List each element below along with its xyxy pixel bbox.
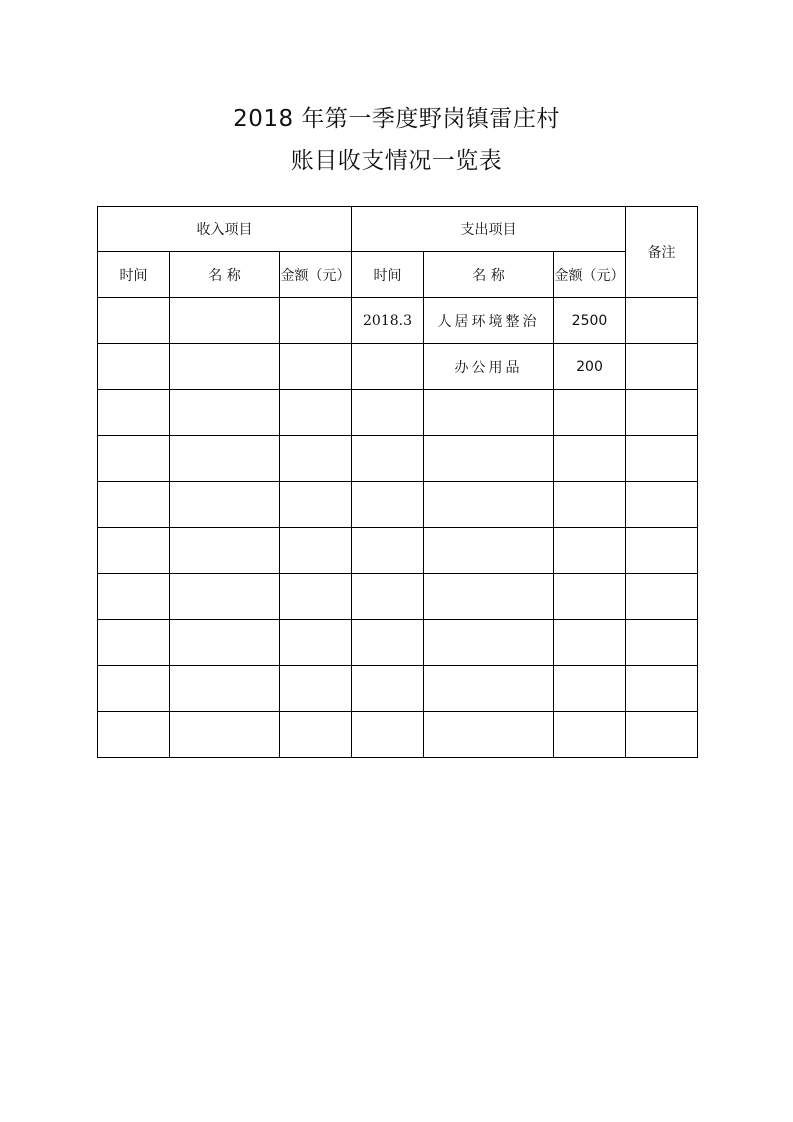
income-name-cell [170,666,280,712]
remark-cell [626,528,698,574]
income-time-cell [98,436,170,482]
expense-amount-header: 金额（元） [554,252,626,298]
remark-cell [626,482,698,528]
income-time-cell [98,390,170,436]
income-name-cell [170,620,280,666]
expense-time-cell [352,482,424,528]
expense-time-cell [352,528,424,574]
income-name-header: 名 称 [170,252,280,298]
income-amount-cell [280,712,352,758]
ledger-table [97,206,698,758]
expense-name-cell [424,712,554,758]
income-amount-cell [280,436,352,482]
income-time-cell [98,528,170,574]
income-name-cell [170,298,280,344]
remark-cell [626,390,698,436]
expense-name-cell [424,666,554,712]
remark-cell [626,344,698,390]
income-amount-cell [280,574,352,620]
expense-amount-cell [554,528,626,574]
table-row [98,436,698,482]
income-amount-header: 金额（元） [280,252,352,298]
income-time-header: 时间 [98,252,170,298]
income-amount-cell [280,482,352,528]
expense-time-cell [352,574,424,620]
remark-cell [626,666,698,712]
remark-cell [626,298,698,344]
expense-time-cell [352,390,424,436]
expense-name-cell [424,620,554,666]
table-row [98,344,698,390]
table-row [98,620,698,666]
table-row [98,390,698,436]
income-amount-cell [280,620,352,666]
table-row [98,666,698,712]
income-time-cell [98,482,170,528]
page-title-line-1: 2018 年第一季度野岗镇雷庄村 [233,106,560,132]
income-amount-cell [280,298,352,344]
income-name-cell [170,482,280,528]
income-time-cell [98,666,170,712]
expense-amount-cell [554,574,626,620]
expense-amount-cell [554,436,626,482]
table-row [98,712,698,758]
expense-name-cell [424,528,554,574]
expense-time-header: 时间 [352,252,424,298]
expense-amount-cell [554,666,626,712]
income-time-cell [98,712,170,758]
expense-name-cell [424,436,554,482]
expense-header: 支出项目 [352,207,626,252]
expense-amount-cell: 2500 [554,298,626,344]
page-title-line-2: 账目收支情况一览表 [290,148,503,174]
expense-time-cell: 2018.3 [352,298,424,344]
income-time-cell [98,298,170,344]
expense-time-cell [352,436,424,482]
income-time-cell [98,620,170,666]
expense-amount-cell [554,712,626,758]
expense-name-cell: 办公用品 [424,344,554,390]
expense-name-cell [424,390,554,436]
income-time-cell [98,574,170,620]
expense-time-cell [352,666,424,712]
remark-cell [626,712,698,758]
remark-cell [626,620,698,666]
income-amount-cell [280,666,352,712]
income-name-cell [170,436,280,482]
income-header: 收入项目 [98,207,352,252]
income-amount-cell [280,528,352,574]
income-name-cell [170,712,280,758]
expense-name-header: 名 称 [424,252,554,298]
income-name-cell [170,528,280,574]
remark-cell [626,574,698,620]
remark-cell [626,436,698,482]
table-row [98,298,698,344]
expense-time-cell [352,344,424,390]
income-name-cell [170,390,280,436]
income-time-cell [98,344,170,390]
header-row-main [98,207,698,252]
table-row [98,482,698,528]
table-row [98,574,698,620]
income-name-cell [170,344,280,390]
table-row [98,528,698,574]
expense-amount-cell: 200 [554,344,626,390]
expense-name-cell: 人居环境整治 [424,298,554,344]
remark-header: 备注 [626,207,698,298]
expense-amount-cell [554,390,626,436]
income-name-cell [170,574,280,620]
expense-name-cell [424,482,554,528]
expense-time-cell [352,712,424,758]
expense-amount-cell [554,620,626,666]
income-amount-cell [280,344,352,390]
expense-name-cell [424,574,554,620]
income-amount-cell [280,390,352,436]
expense-amount-cell [554,482,626,528]
header-row-sub [98,252,698,298]
expense-time-cell [352,620,424,666]
